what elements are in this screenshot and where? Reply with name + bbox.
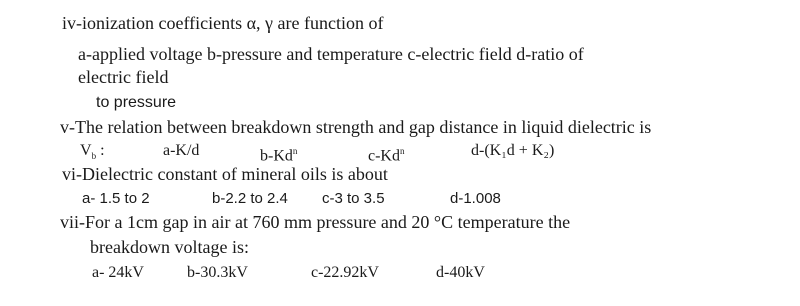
- q7-option-a: a- 24kV: [92, 264, 144, 281]
- q5-option-c: c-Kd$^n$: [368, 146, 405, 165]
- q6-option-b: b-2.2 to 2.4: [212, 190, 288, 207]
- q5-lhs: $V_b$ :: [80, 142, 105, 162]
- q7-continuation: breakdown voltage is:: [90, 237, 249, 257]
- q6-stem: vi-Dielectric constant of mineral oils is about: [62, 164, 388, 184]
- q7-stem: vii-For a 1cm gap in air at 760 mm pressure and 20 °C temperature the: [60, 212, 571, 232]
- q6-option-d: d-1.008: [450, 190, 501, 207]
- q6-option-c: c-3 to 3.5: [322, 190, 385, 207]
- q4-continuation-2: to pressure: [96, 94, 177, 111]
- q6-option-a: a- 1.5 to 2: [82, 190, 150, 207]
- q4-continuation-1: electric field: [78, 67, 169, 87]
- q5-option-d: d-(K₁d + K₂): [471, 142, 555, 159]
- q5-option-a: a-K/d: [163, 142, 200, 159]
- q4-options: a-applied voltage b-pressure and temperature c-electric field d-ratio of: [78, 44, 584, 64]
- q7-option-c: c-22.92kV: [311, 264, 379, 281]
- q5-option-b: b-Kd$^n$: [260, 146, 298, 165]
- q7-option-d: d-40kV: [436, 264, 485, 281]
- q5-stem: v-The relation between breakdown strength and gap distance in liquid dielectric is: [60, 117, 652, 137]
- q7-option-b: b-30.3kV: [187, 264, 248, 281]
- q4-stem: iv-ionization coefficients α, γ are function of: [62, 13, 384, 33]
